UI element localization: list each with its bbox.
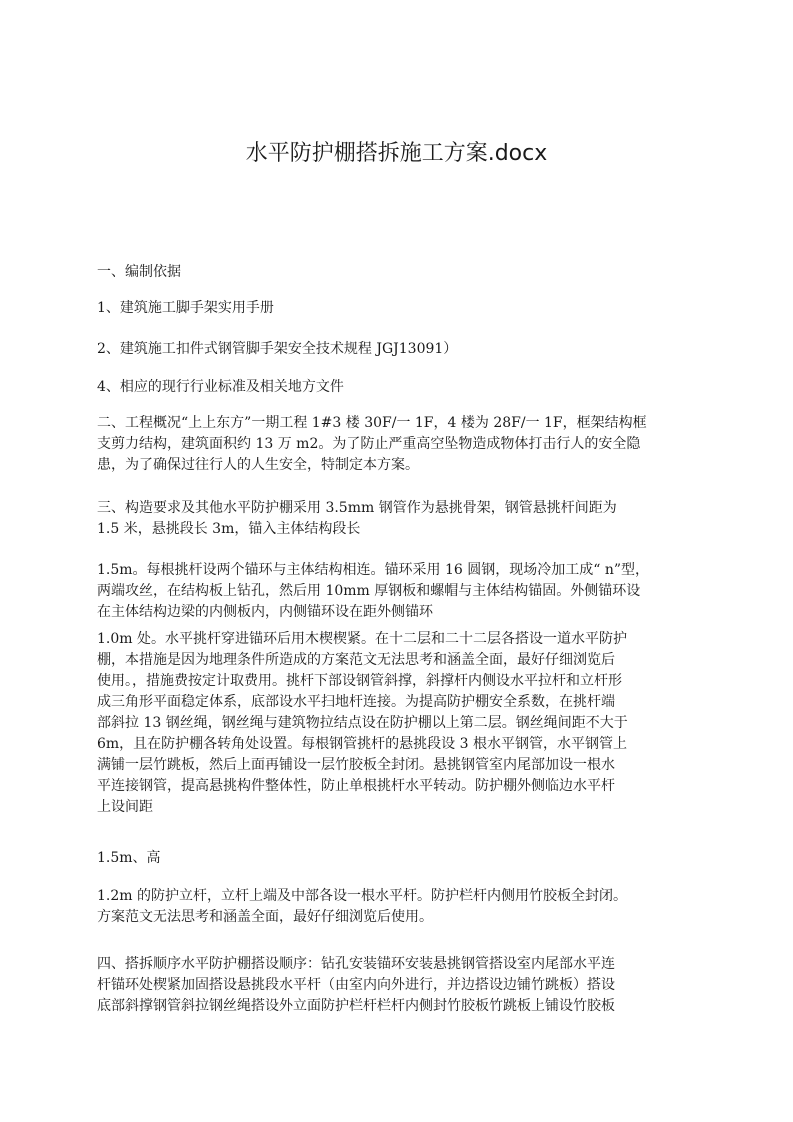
text-line: 方案范文无法思考和涵盖全面，最好仔细浏览后使用。 [97, 909, 433, 925]
text-line: 底部斜撑钢管斜拉钢丝绳搭设外立面防护栏杆栏杆内侧封竹胶板竹跳板上铺设竹胶板 [97, 998, 615, 1014]
section-construction-requirements [97, 498, 727, 540]
text-line: 在主体结构边梁的内侧板内，内侧锚环设在距外侧锚环 [97, 604, 433, 620]
paragraph-spacing-height [97, 847, 727, 869]
basis-item-2 [97, 338, 727, 360]
text-line: 四、搭拆顺序水平防护棚搭设顺序：钻孔安装锚环安装悬挑钢管搭设室内尾部水平连 [97, 956, 615, 972]
text-line: 成三角形平面稳定体系，底部设水平扫地杆连接。为提高防护棚安全系数，在挑杆端 [97, 694, 615, 710]
text-line: 上设间距 [97, 799, 153, 815]
text-line: 平连接钢管，提高悬挑构件整体性，防止单根挑杆水平转动。防护棚外侧临边水平杆 [97, 778, 615, 794]
text-line: 支剪力结构，建筑面积约 13 万 m2。为了防止严重高空坠物造成物体打击行人的安全隐 [97, 436, 641, 452]
text-line: 6m，且在防护棚各转角处设置。每根钢管挑杆的悬挑段设 3 根水平钢管，水平钢管上 [97, 736, 627, 752]
section-project-overview [97, 413, 727, 476]
text-line: 1.2m 的防护立杆，立杆上端及中部各设一根水平杆。防护栏杆内侧用竹胶板全封闭。 [97, 888, 627, 904]
paragraph-railing [97, 886, 727, 928]
paragraph-anchor-ring [97, 560, 727, 623]
basis-item-4 [97, 376, 727, 398]
paragraph-cantilever-details [97, 629, 727, 818]
section-heading-basis [97, 261, 727, 283]
text-line: 1.5m。每根挑杆设两个锚环与主体结构相连。锚环采用 16 圆钢，现场冷加工成“ n”型， [97, 562, 650, 578]
text-line: 4、相应的现行行业标准及相关地方文件 [97, 379, 344, 395]
text-line: 2、建筑施工扣件式钢管脚手架安全技术规程 JGJ13091） [97, 341, 458, 357]
text-line: 二、工程概况“上上东方”一期工程 1#3 楼 30F/一 1F，4 楼为 28F/一 1F，框架结构框 [97, 415, 647, 431]
text-line: 1.5 米，悬挑段长 3m，锚入主体结构段长 [97, 521, 361, 537]
text-line: 三、构造要求及其他水平防护棚采用 3.5mm 钢管作为悬挑骨架，钢管悬挑杆间距为 [97, 500, 617, 516]
document-title: 水平防护棚搭拆施工方案.docx [245, 141, 548, 166]
basis-item-1 [97, 297, 727, 319]
text-line: 一、编制依据 [97, 264, 181, 280]
text-line: 部斜拉 13 钢丝绳，钢丝绳与建筑物拉结点设在防护棚以上第二层。钢丝绳间距不大于 [97, 715, 628, 731]
text-line: 1、建筑施工脚手架实用手册 [97, 300, 274, 316]
text-line: 杆锚环处楔紧加固搭设悬挑段水平杆（由室内向外进行，并边搭设边铺竹跳板）搭设 [97, 977, 615, 993]
text-line: 1.5m、高 [97, 850, 161, 866]
text-line: 满铺一层竹跳板，然后上面再铺设一层竹胶板全封闭。悬挑钢管室内尾部加设一根水 [97, 757, 615, 773]
text-line: 患，为了确保过往行人的人生安全，特制定本方案。 [97, 457, 419, 473]
text-line: 两端攻丝，在结构板上钻孔，然后用 10mm 厚钢板和螺帽与主体结构锚固。外侧锚环设 [97, 583, 641, 599]
text-line: 棚，本措施是因为地理条件所造成的方案范文无法思考和涵盖全面，最好仔细浏览后 [97, 652, 615, 668]
text-line: 1.0m 处。水平挑杆穿进锚环后用木楔楔紧。在十二层和二十二层各搭设一道水平防护 [97, 631, 627, 647]
text-line: 使用。，措施费按定计取费用。挑杆下部设钢管斜撑，斜撑杆内侧设水平拉杆和立杆形 [97, 673, 622, 689]
section-erection-sequence [97, 954, 727, 1017]
